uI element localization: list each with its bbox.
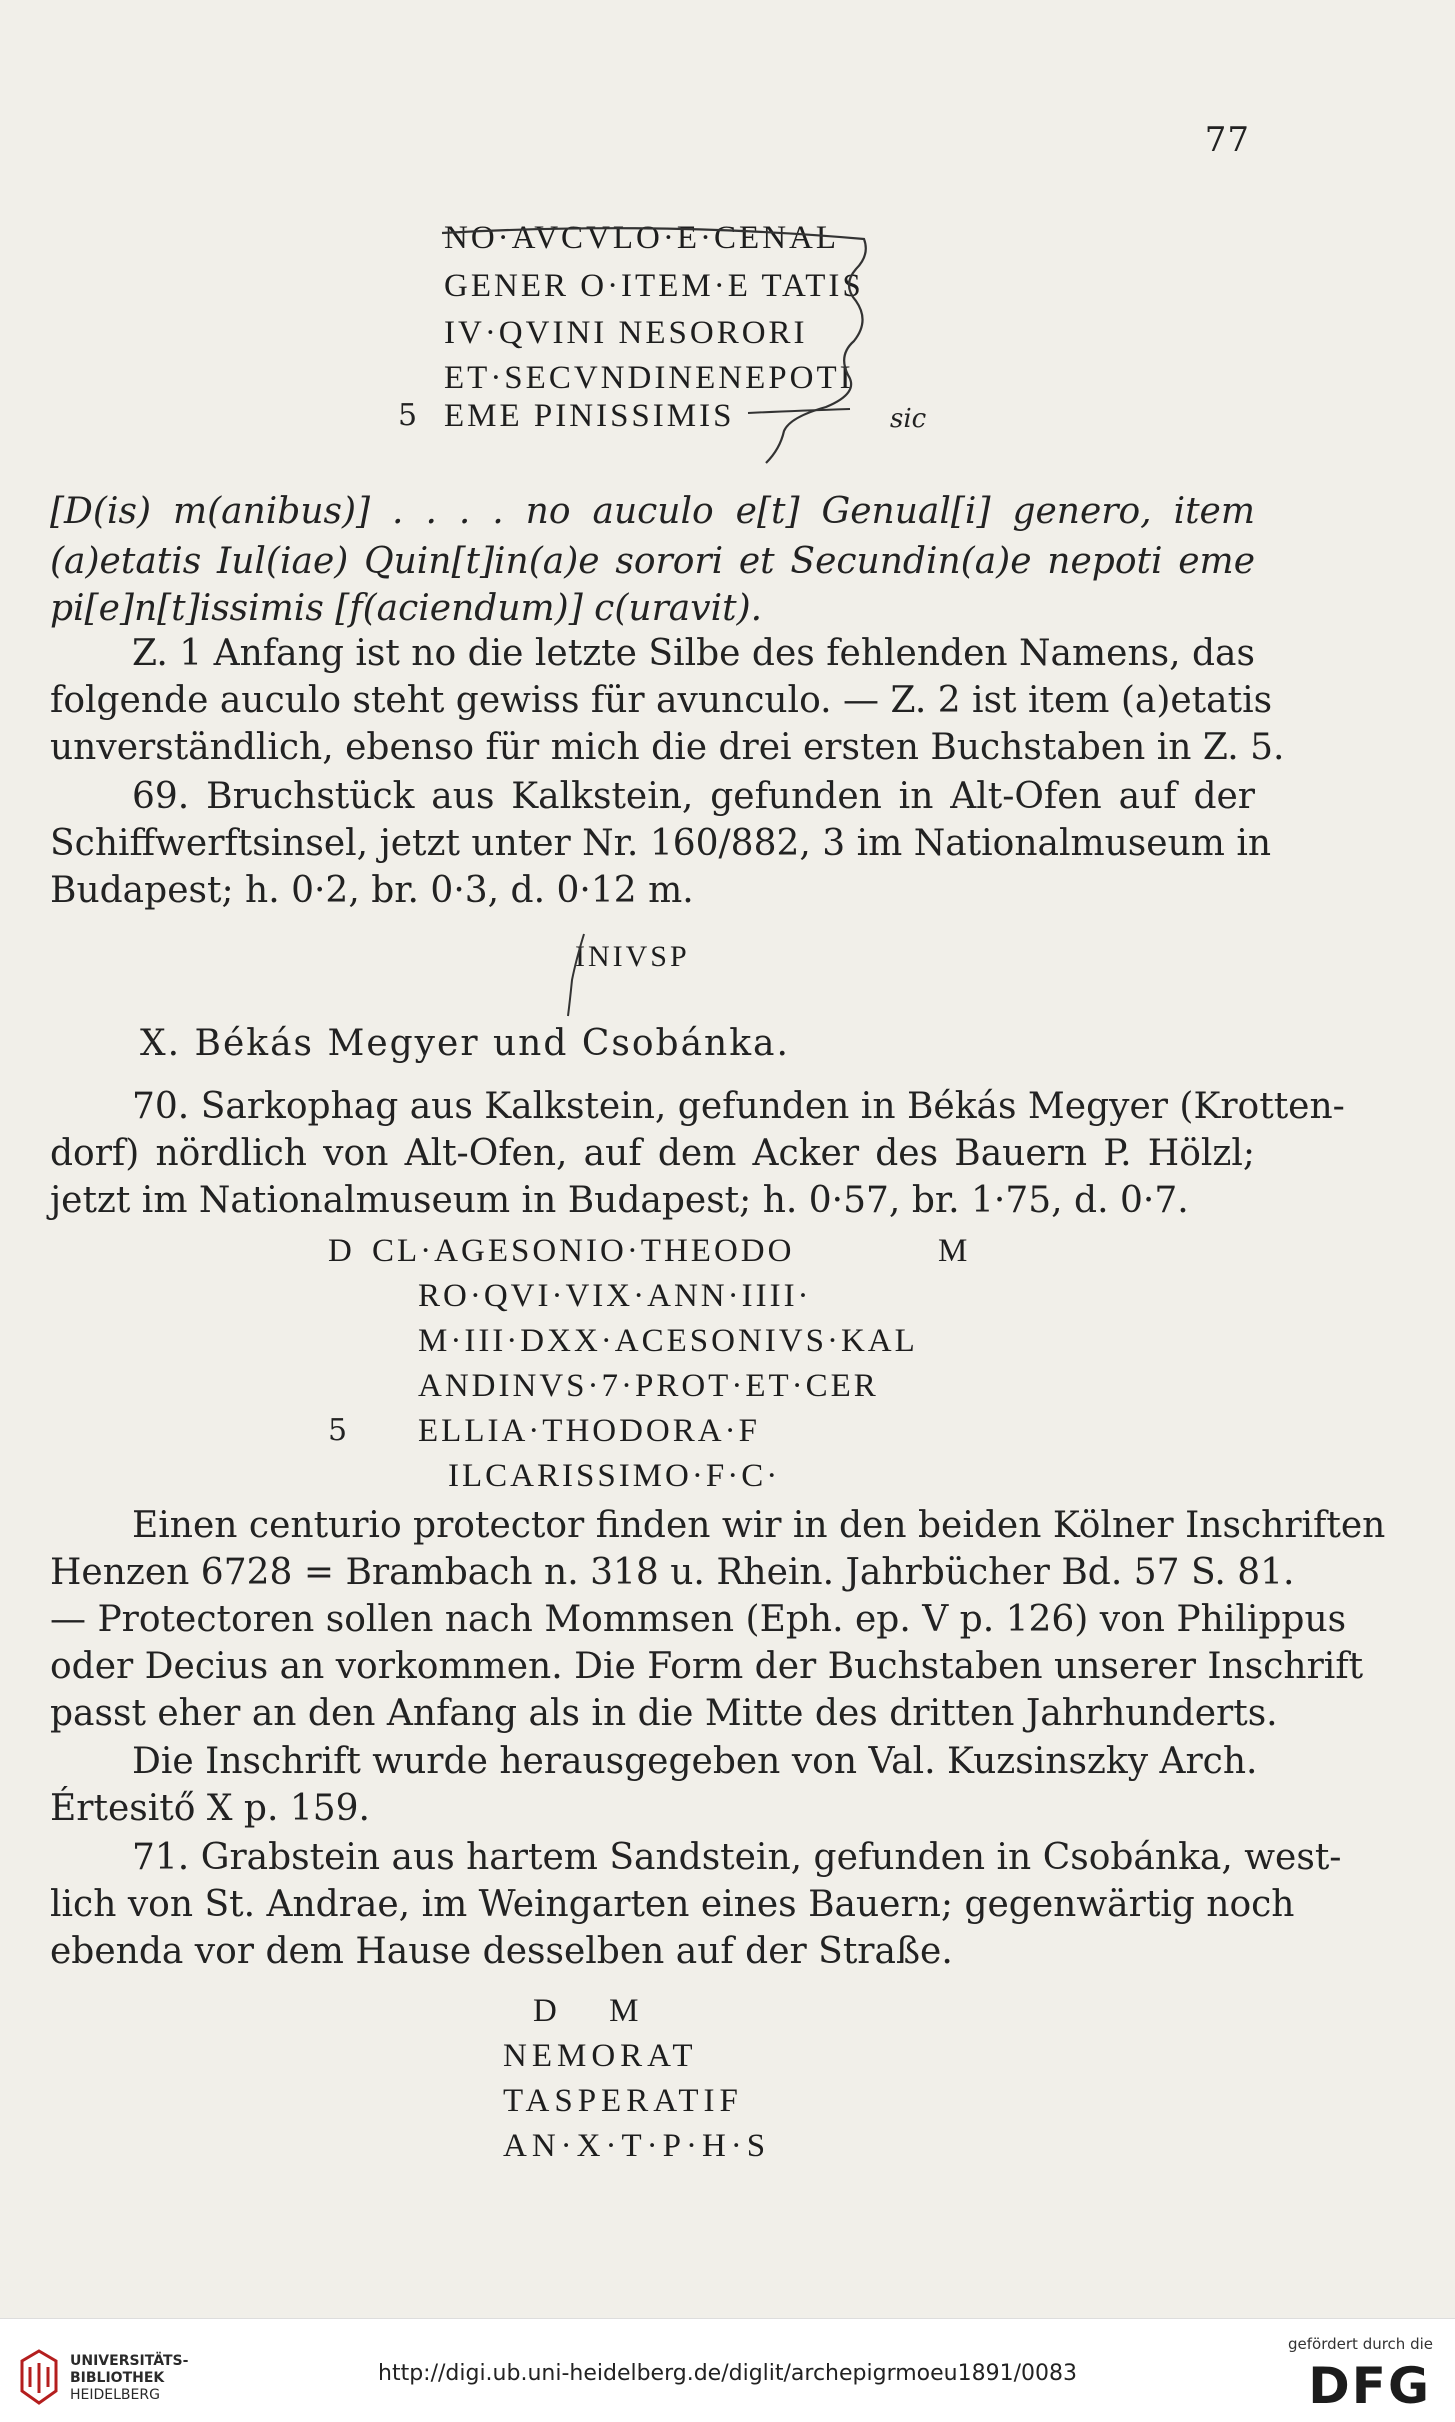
text-line: Schiffwerftsinsel, jetzt unter Nr. 160/882, 3 im Nationalmuseum in [50, 823, 1272, 864]
line-number: 5 [328, 1413, 348, 1448]
text-line: Z. 1 Anfang ist no die letzte Silbe des fehlenden Namens, das [132, 633, 1255, 674]
inscription-line: ANDINVS·7·PROT·ET·CER [418, 1368, 879, 1404]
text-line: passt eher an den Anfang als in die Mitte des dritten Jahrhunderts. [50, 1693, 1278, 1734]
section-heading: X. Békás Megyer und Csobánka. [140, 1023, 790, 1064]
line-number: 5 [398, 398, 418, 433]
inscription-line: NO·AVCVLO·E·CENAL [444, 220, 840, 256]
text-line: 71. Grabstein aus hartem Sandstein, gefunden in Csobánka, west- [132, 1837, 1342, 1878]
inscription-line: M·III·DXX·ACESONIVS·KAL [418, 1323, 918, 1359]
text-line: Einen centurio protector finden wir in den beiden Kölner Inschriften [132, 1505, 1386, 1546]
inscription-line: TASPERATIF [503, 2083, 743, 2119]
inscription-line: IV·QVINI NESORORI [444, 315, 808, 351]
text-line: 70. Sarkophag aus Kalkstein, gefunden in Békás Megyer (Krotten- [132, 1086, 1345, 1127]
inscription-line: GENER O·ITEM·E TATIS [444, 268, 864, 304]
footer-bar [0, 2318, 1455, 2422]
text-line: [D(is) m(anibus)] . . . . no auculo e[t] Genual[i] genero, item [50, 491, 1255, 532]
text-line: lich von St. Andrae, im Weingarten eines Bauern; gegenwärtig noch [50, 1884, 1295, 1925]
fragment-inscription: INIVSP [575, 940, 690, 973]
text-line: unverständlich, ebenso für mich die drei ersten Buchstaben in Z. 5. [50, 727, 1285, 768]
inscription-line: NEMORAT [503, 2038, 698, 2074]
permalink-url[interactable]: http://digi.ub.uni-heidelberg.de/diglit/archepigrmoeu1891/0083 [378, 2361, 1077, 2386]
inscription-line: ET·SECVNDINENEPOTI [444, 360, 854, 396]
inscription-line: AN·X·T·P·H·S [503, 2128, 771, 2164]
inscription-dm: D [328, 1233, 355, 1269]
text-line: 69. Bruchstück aus Kalkstein, gefunden in Alt-Ofen auf der [132, 776, 1255, 817]
text-line: (a)etatis Iul(iae) Quin[t]in(a)e sorori et Secundin(a)e nepoti eme [50, 541, 1255, 582]
library-line: HEIDELBERG [70, 2387, 160, 2403]
page-number: 77 [1204, 120, 1250, 160]
sic-note: sic [890, 404, 927, 434]
inscription-line: RO·QVI·VIX·ANN·IIII· [418, 1278, 812, 1314]
inscription-line: D M [533, 1993, 642, 2029]
text-line: Értesitő X p. 159. [50, 1788, 370, 1829]
text-line: Die Inschrift wurde herausgegeben von Val. Kuzsinszky Arch. [132, 1741, 1258, 1782]
text-line: jetzt im Nationalmuseum in Budapest; h. 0·57, br. 1·75, d. 0·7. [50, 1180, 1189, 1221]
text-line: oder Decius an vorkommen. Die Form der Buchstaben unserer Inschrift [50, 1646, 1364, 1687]
text-line: Henzen 6728 = Brambach n. 318 u. Rhein. Jahrbücher Bd. 57 S. 81. [50, 1552, 1295, 1593]
inscription-line: EME PINISSIMIS [444, 398, 735, 434]
dfg-logo: DFG [1308, 2357, 1431, 2415]
fracture-line [430, 225, 890, 475]
inscription-line: CL·AGESONIO·THEODO [372, 1233, 795, 1269]
inscription-dm: M [938, 1233, 971, 1269]
library-line: BIBLIOTHEK [70, 2370, 165, 2386]
text-line: — Protectoren sollen nach Mommsen (Eph. ep. V p. 126) von Philippus [50, 1599, 1347, 1640]
inscription-line: ILCARISSIMO·F·C· [448, 1458, 781, 1494]
text-line: Budapest; h. 0·2, br. 0·3, d. 0·12 m. [50, 870, 694, 911]
fracture-line [562, 930, 592, 1020]
funding-note: gefördert durch die [1288, 2335, 1433, 2353]
inscription-line: ELLIA·THODORA·F [418, 1413, 760, 1449]
text-line: folgende auculo steht gewiss für avunculo. — Z. 2 ist item (a)etatis [50, 680, 1273, 721]
text-line: ebenda vor dem Hause desselben auf der Straße. [50, 1931, 953, 1972]
text-line: pi[e]n[t]issimis [f(aciendum)] c(uravit). [50, 588, 763, 629]
text-line: dorf) nördlich von Alt-Ofen, auf dem Acker des Bauern P. Hölzl; [50, 1133, 1255, 1174]
library-line: UNIVERSITÄTS- [70, 2353, 189, 2369]
